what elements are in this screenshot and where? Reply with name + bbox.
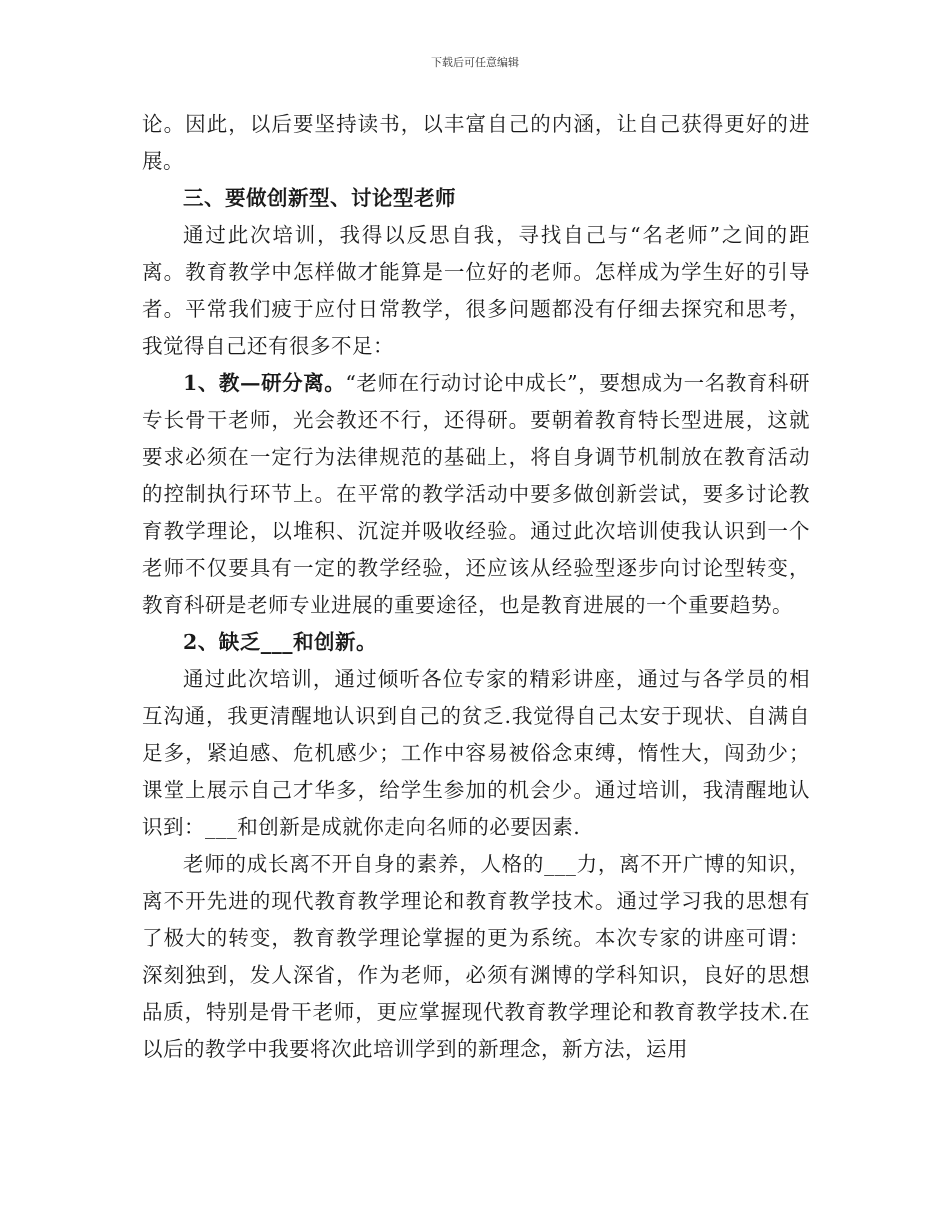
- point-1-title: 1、教—研分离。: [183, 371, 346, 395]
- paragraph-continuation: 论。因此，以后要坚持读书，以丰富自己的内涵，让自己获得更好的进展。: [142, 112, 810, 173]
- document-body: [142, 106, 810, 1068]
- paragraph: 通过此次培训，通过倾听各位专家的精彩讲座，通过与各学员的相互沟通，我更清醒地认识到自己的贫乏.我觉得自己太安于现状、自满自足多，紧迫感、危机感少；工作中容易被俗念束缚，惰性大，闯劲少；课堂上展示自己才华多，给学生参加的机会少。通过培训，我清醒地认识到：___和创新是成就你走向名师的必要因素.: [142, 667, 810, 839]
- paragraph: 通过此次培训，我得以反思自我，寻找自己与“名老师”之间的距离。教育教学中怎样做才能算是一位好的老师。怎样成为学生好的引导者。平常我们疲于应付日常教学，很多问题都没有仔细去探究和思考，我觉得自己还有很多不足：: [142, 223, 810, 358]
- point-2-heading: 2、缺乏___和创新。: [183, 630, 378, 654]
- point-1-text: “老师在行动讨论中成长”，要想成为一名教育科研专长骨干老师，光会教还不行，还得研。要朝着教育特长型进展，这就要求必须在一定行为法律规范的基础上，将自身调节机制放在教育活动的控制执行环节上。在平常的教学活动中要多做创新尝试，要多讨论教育教学理论，以堆积、沉淀并吸收经验。通过此次培训使我认识到一个老师不仅要具有一定的教学经验，还应该从经验型逐步向讨论型转变，教育科研是老师专业进展的重要途径，也是教育进展的一个重要趋势。: [142, 371, 810, 617]
- section-heading: 三、要做创新型、讨论型老师: [183, 186, 456, 210]
- page-header: 下载后可任意编辑: [431, 56, 519, 69]
- paragraph: 老师的成长离不开自身的素养，人格的___力，离不开广博的知识，离不开先进的现代教育教学理论和教育教学技术。通过学习我的思想有了极大的转变，教育教学理论掌握的更为系统。本次专家的讲座可谓：深刻独到，发人深省，作为老师，必须有渊博的学科知识，良好的思想品质，特别是骨干老师，更应掌握现代教育教学理论和教育教学技术.在以后的教学中我要将次此培训学到的新理念，新方法，运用: [142, 852, 810, 1061]
- paragraph-point-1: [142, 365, 810, 624]
